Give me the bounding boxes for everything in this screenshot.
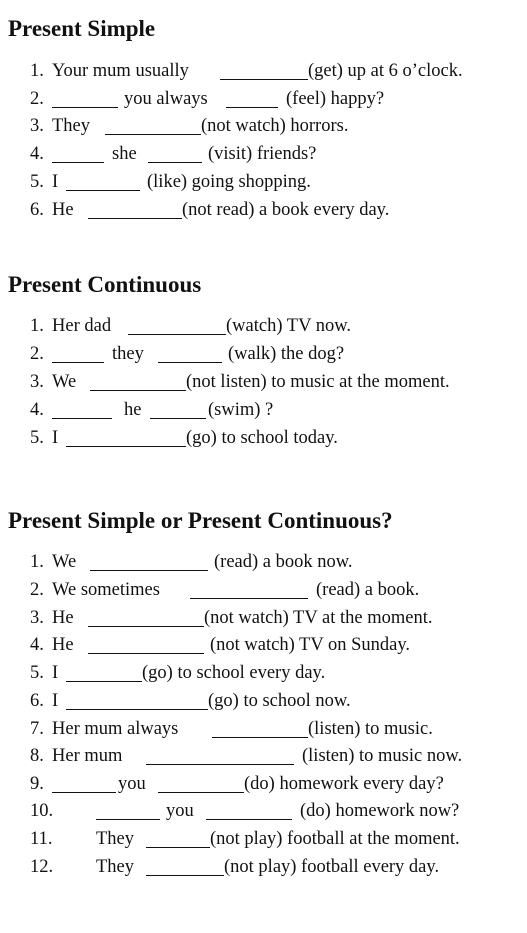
item-number: 1. bbox=[30, 552, 44, 572]
exercise-item bbox=[30, 663, 520, 687]
item-verb: (swim) ? bbox=[208, 400, 274, 420]
item-middle: she bbox=[112, 144, 137, 164]
section-heading: Present Continuous bbox=[8, 272, 202, 297]
answer-blank[interactable] bbox=[52, 774, 116, 793]
section-heading: Present Simple bbox=[8, 16, 156, 41]
item-verb: (go) to school today. bbox=[186, 428, 338, 448]
exercise-item bbox=[30, 608, 520, 632]
item-verb: (get) up at 6 o’clock. bbox=[308, 61, 463, 81]
item-number: 3. bbox=[30, 116, 44, 136]
item-prefix: I bbox=[52, 428, 59, 448]
item-middle: you always bbox=[124, 89, 208, 109]
exercise-item bbox=[30, 801, 520, 825]
item-prefix: They bbox=[52, 116, 91, 136]
exercise-item bbox=[30, 857, 520, 881]
exercise-item bbox=[30, 144, 520, 168]
exercise-item bbox=[30, 372, 520, 396]
item-prefix: He bbox=[52, 608, 74, 628]
answer-blank[interactable] bbox=[66, 172, 140, 191]
item-verb: (walk) the dog? bbox=[228, 344, 345, 364]
item-number: 5. bbox=[30, 428, 44, 448]
answer-blank[interactable] bbox=[66, 691, 208, 710]
item-middle: you bbox=[118, 774, 146, 794]
item-number: 4. bbox=[30, 144, 44, 164]
item-verb: (listen) to music. bbox=[308, 719, 433, 739]
exercise-item bbox=[30, 400, 520, 424]
item-number: 5. bbox=[30, 663, 44, 683]
item-number: 6. bbox=[30, 691, 44, 711]
item-verb: (do) homework now? bbox=[300, 801, 460, 821]
answer-blank[interactable] bbox=[52, 400, 112, 419]
answer-blank[interactable] bbox=[52, 344, 104, 363]
answer-blank[interactable] bbox=[96, 801, 160, 820]
answer-blank[interactable] bbox=[128, 316, 226, 335]
exercise-item bbox=[30, 89, 520, 113]
item-verb: (feel) happy? bbox=[286, 89, 385, 109]
answer-blank[interactable] bbox=[90, 372, 186, 391]
item-number: 4. bbox=[30, 635, 44, 655]
item-verb: (listen) to music now. bbox=[302, 746, 463, 766]
item-verb: (visit) friends? bbox=[208, 144, 317, 164]
answer-blank[interactable] bbox=[190, 580, 308, 599]
item-prefix: We bbox=[52, 372, 77, 392]
item-verb: (read) a book now. bbox=[214, 552, 353, 572]
item-verb: (go) to school now. bbox=[208, 691, 351, 711]
item-verb: (not play) football every day. bbox=[224, 857, 440, 877]
item-prefix: I bbox=[52, 663, 59, 683]
item-verb: (go) to school every day. bbox=[142, 663, 326, 683]
answer-blank[interactable] bbox=[146, 857, 224, 876]
answer-blank[interactable] bbox=[206, 801, 292, 820]
item-number: 3. bbox=[30, 608, 44, 628]
exercise-item bbox=[30, 774, 520, 798]
exercise-item bbox=[30, 746, 520, 770]
item-verb: (not play) football at the moment. bbox=[210, 829, 460, 849]
item-verb: (not listen) to music at the moment. bbox=[186, 372, 450, 392]
exercise-item bbox=[30, 344, 520, 368]
answer-blank[interactable] bbox=[150, 400, 206, 419]
exercise-item bbox=[30, 428, 520, 452]
answer-blank[interactable] bbox=[148, 144, 202, 163]
exercise-item bbox=[30, 200, 520, 224]
item-number: 1. bbox=[30, 316, 44, 336]
item-number: 4. bbox=[30, 400, 44, 420]
exercise-item bbox=[30, 691, 520, 715]
answer-blank[interactable] bbox=[66, 663, 142, 682]
answer-blank[interactable] bbox=[88, 200, 182, 219]
item-number: 9. bbox=[30, 774, 44, 794]
exercise-item bbox=[30, 61, 520, 85]
answer-blank[interactable] bbox=[88, 608, 204, 627]
item-verb: (not watch) horrors. bbox=[201, 116, 349, 136]
item-prefix: They bbox=[96, 829, 135, 849]
item-prefix: Her dad bbox=[52, 316, 112, 336]
item-number: 1. bbox=[30, 61, 44, 81]
answer-blank[interactable] bbox=[158, 344, 222, 363]
item-prefix: I bbox=[52, 691, 59, 711]
exercise-item bbox=[30, 116, 520, 140]
item-prefix: They bbox=[96, 857, 135, 877]
item-verb: (like) going shopping. bbox=[147, 172, 311, 192]
answer-blank[interactable] bbox=[146, 829, 210, 848]
item-prefix: He bbox=[52, 200, 74, 220]
item-number: 6. bbox=[30, 200, 44, 220]
item-prefix: He bbox=[52, 635, 74, 655]
item-number: 2. bbox=[30, 580, 44, 600]
item-prefix: Your mum usually bbox=[52, 61, 189, 81]
item-verb: (read) a book. bbox=[316, 580, 420, 600]
exercise-item bbox=[30, 829, 520, 853]
answer-blank[interactable] bbox=[105, 116, 201, 135]
item-middle: they bbox=[112, 344, 144, 364]
item-prefix: Her mum always bbox=[52, 719, 179, 739]
answer-blank[interactable] bbox=[52, 144, 104, 163]
answer-blank[interactable] bbox=[52, 89, 118, 108]
exercise-item bbox=[30, 719, 520, 743]
item-number: 10. bbox=[30, 801, 54, 821]
item-number: 12. bbox=[30, 857, 54, 877]
item-verb: (do) homework every day? bbox=[244, 774, 444, 794]
exercise-item bbox=[30, 172, 520, 196]
item-number: 3. bbox=[30, 372, 44, 392]
item-prefix: We bbox=[52, 552, 77, 572]
item-number: 11. bbox=[30, 829, 53, 849]
answer-blank[interactable] bbox=[88, 635, 204, 654]
answer-blank[interactable] bbox=[226, 89, 278, 108]
answer-blank[interactable] bbox=[90, 552, 208, 571]
item-middle: he bbox=[124, 400, 142, 420]
item-middle: you bbox=[166, 801, 194, 821]
item-number: 5. bbox=[30, 172, 44, 192]
exercise-item bbox=[30, 635, 520, 659]
item-verb: (not watch) TV on Sunday. bbox=[210, 635, 411, 655]
item-number: 7. bbox=[30, 719, 44, 739]
answer-blank[interactable] bbox=[158, 774, 244, 793]
section-heading: Present Simple or Present Continuous? bbox=[8, 508, 393, 533]
exercise-item bbox=[30, 580, 520, 604]
answer-blank[interactable] bbox=[220, 61, 308, 80]
exercise-item bbox=[30, 316, 520, 340]
item-verb: (not read) a book every day. bbox=[182, 200, 390, 220]
item-number: 2. bbox=[30, 89, 44, 109]
exercise-item bbox=[30, 552, 520, 576]
answer-blank[interactable] bbox=[66, 428, 186, 447]
item-number: 2. bbox=[30, 344, 44, 364]
item-number: 8. bbox=[30, 746, 44, 766]
answer-blank[interactable] bbox=[212, 719, 308, 738]
item-prefix: I bbox=[52, 172, 59, 192]
item-prefix: We sometimes bbox=[52, 580, 160, 600]
item-verb: (not watch) TV at the moment. bbox=[204, 608, 433, 628]
item-prefix: Her mum bbox=[52, 746, 123, 766]
item-verb: (watch) TV now. bbox=[226, 316, 352, 336]
answer-blank[interactable] bbox=[146, 746, 294, 765]
